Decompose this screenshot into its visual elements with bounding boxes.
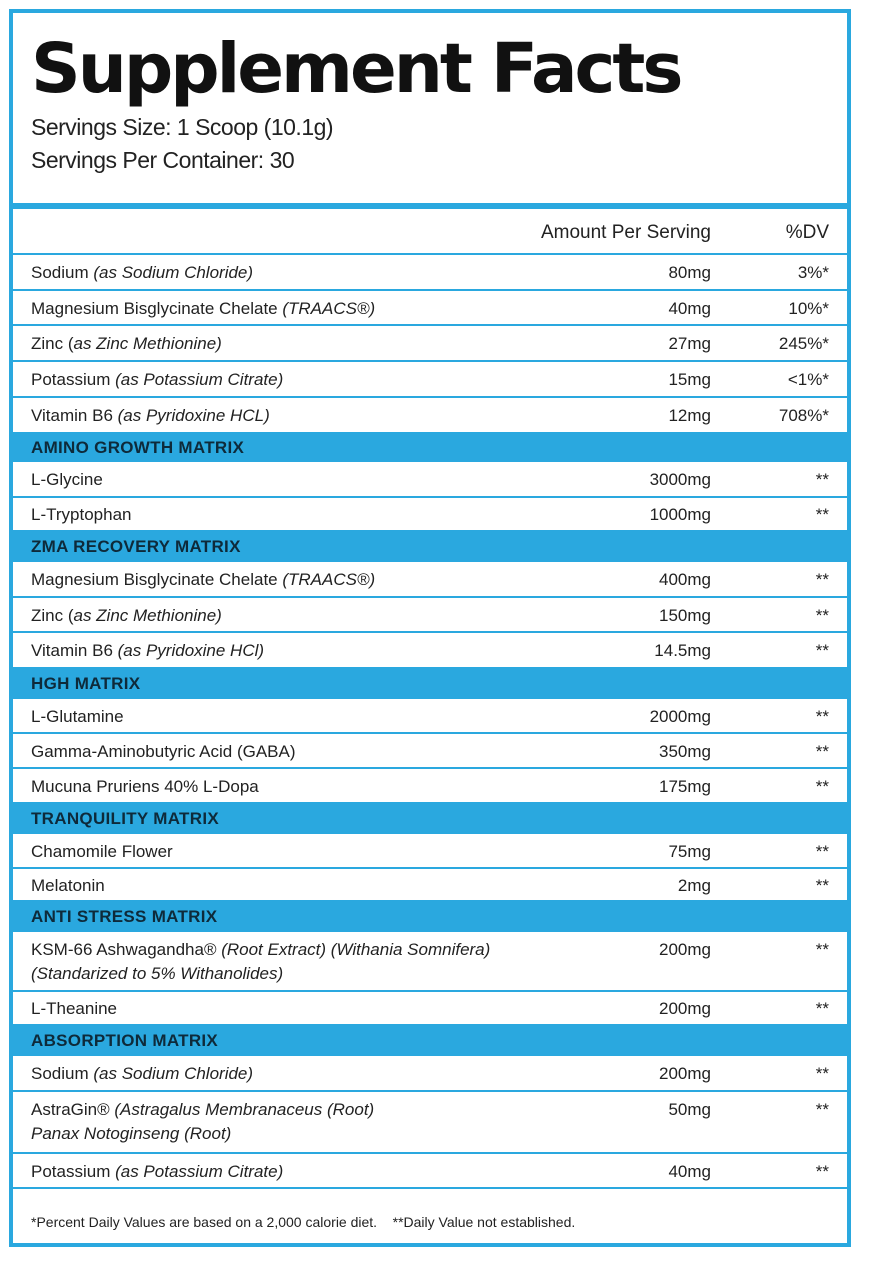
ingredient-label: L-Tryptophan xyxy=(31,505,132,524)
ingredient-name xyxy=(31,503,131,527)
ingredient-name xyxy=(31,1098,374,1146)
ingredient-label: L-Glycine xyxy=(31,470,103,489)
supplement-facts-panel xyxy=(9,9,851,1247)
daily-value: ** xyxy=(815,707,829,726)
ingredient-name xyxy=(31,404,270,428)
ingredient-label: Chamomile Flower xyxy=(31,842,173,861)
section-header xyxy=(13,902,847,932)
section-title: ZMA RECOVERY MATRIX xyxy=(31,537,241,556)
serving-size: Servings Size: 1 Scoop (10.1g) xyxy=(31,114,334,140)
section-header xyxy=(13,434,847,462)
ingredient-detail: (as Sodium Chloride) xyxy=(93,1064,254,1083)
ingredient-detail: (as Potassium Citrate) xyxy=(115,370,284,389)
ingredient-name xyxy=(31,468,103,492)
daily-value: ** xyxy=(815,1064,829,1083)
column-header-row xyxy=(13,209,847,255)
ingredient-name xyxy=(31,997,117,1021)
ingredient-label: Potassium xyxy=(31,1162,116,1181)
nutrient-row xyxy=(13,255,847,291)
amount-per-serving: 3000mg xyxy=(649,470,711,489)
daily-value: ** xyxy=(815,742,829,761)
ingredient-detail: (as Pyridoxine HCl) xyxy=(117,641,265,660)
ingredient-label: AstraGin® xyxy=(31,1100,115,1119)
nutrient-row xyxy=(13,362,847,398)
section-header xyxy=(13,804,847,834)
section-title: ANTI STRESS MATRIX xyxy=(31,907,218,926)
daily-value: ** xyxy=(815,470,829,489)
ingredient-name xyxy=(31,840,173,864)
daily-value: 10%* xyxy=(788,299,829,318)
daily-value: <1%* xyxy=(787,370,829,389)
ingredient-name xyxy=(31,261,253,285)
daily-value: ** xyxy=(815,505,829,524)
ingredient-label: Potassium xyxy=(31,370,116,389)
amount-per-serving: 150mg xyxy=(659,606,711,625)
section-header xyxy=(13,532,847,562)
ingredient-detail-line2: Panax Notoginseng (Root) xyxy=(31,1124,232,1143)
ingredient-detail: (TRAACS®) xyxy=(282,299,376,318)
amount-per-serving: 40mg xyxy=(668,299,711,318)
amount-per-serving: 200mg xyxy=(659,940,711,959)
ingredient-label: Magnesium Bisglycinate Chelate xyxy=(31,299,283,318)
amount-per-serving: 1000mg xyxy=(649,505,711,524)
section-title: AMINO GROWTH MATRIX xyxy=(31,438,245,457)
amount-per-serving: 400mg xyxy=(659,570,711,589)
nutrient-row xyxy=(13,1092,847,1154)
ingredient-label: Sodium xyxy=(31,263,94,282)
facts-table xyxy=(13,209,847,1189)
daily-value: 245%* xyxy=(778,334,829,353)
section-header xyxy=(13,1026,847,1056)
ingredient-label: Magnesium Bisglycinate Chelate xyxy=(31,570,283,589)
amount-per-serving: 40mg xyxy=(668,1162,711,1181)
nutrient-row xyxy=(13,1154,847,1189)
daily-value: ** xyxy=(815,1162,829,1181)
ingredient-name xyxy=(31,874,105,898)
daily-value: ** xyxy=(815,876,829,895)
section-header xyxy=(13,669,847,699)
ingredient-detail: (TRAACS®) xyxy=(282,570,376,589)
ingredient-name xyxy=(31,775,259,799)
nutrient-row xyxy=(13,598,847,633)
ingredient-label: Sodium xyxy=(31,1064,94,1083)
ingredient-name xyxy=(31,1062,253,1086)
nutrient-row xyxy=(13,291,847,326)
page-title: Supplement Facts xyxy=(31,29,681,109)
ingredient-name xyxy=(31,297,375,321)
daily-value: 3%* xyxy=(797,263,829,282)
ingredient-label: L-Theanine xyxy=(31,999,118,1018)
daily-value: ** xyxy=(815,940,829,959)
ingredient-name xyxy=(31,568,375,592)
ingredient-detail: (as Potassium Citrate) xyxy=(115,1162,284,1181)
daily-value: ** xyxy=(815,777,829,796)
section-title: ABSORPTION MATRIX xyxy=(31,1031,219,1050)
ingredient-detail: (Root Extract) (Withania Somnifera) xyxy=(221,940,491,959)
amount-per-serving: 200mg xyxy=(659,999,711,1018)
nutrient-row xyxy=(13,1056,847,1092)
ingredient-name xyxy=(31,1160,283,1184)
amount-per-serving: 14.5mg xyxy=(654,641,711,660)
daily-value: ** xyxy=(815,570,829,589)
ingredient-label: Vitamin B6 xyxy=(31,406,118,425)
ingredient-label: L-Glutamine xyxy=(31,707,124,726)
daily-value: ** xyxy=(815,999,829,1018)
amount-per-serving: 12mg xyxy=(668,406,711,425)
amount-per-serving: 27mg xyxy=(668,334,711,353)
ingredient-detail: (Astragalus Membranaceus (Root) xyxy=(114,1100,375,1119)
ingredient-detail-line2: (Standarized to 5% Withanolides) xyxy=(31,964,284,983)
ingredient-label: Melatonin xyxy=(31,876,105,895)
ingredient-name xyxy=(31,604,222,628)
daily-value: ** xyxy=(815,842,829,861)
nutrient-row xyxy=(13,869,847,902)
ingredient-label: Mucuna Pruriens 40% L-Dopa xyxy=(31,777,259,796)
nutrient-row xyxy=(13,834,847,869)
nutrient-row xyxy=(13,398,847,434)
amount-per-serving: 15mg xyxy=(668,370,711,389)
section-title: TRANQUILITY MATRIX xyxy=(31,809,219,828)
ingredient-detail: (as Pyridoxine HCL) xyxy=(117,406,270,425)
ingredient-name xyxy=(31,368,283,392)
ingredient-name xyxy=(31,332,222,356)
section-title: HGH MATRIX xyxy=(31,674,141,693)
footnote: *Percent Daily Values are based on a 2,000 calorie diet. **Daily Value not established. xyxy=(31,1214,576,1230)
nutrient-row xyxy=(13,699,847,734)
ingredient-label: Gamma-Aminobutyric Acid (GABA) xyxy=(31,742,296,761)
amount-per-serving: 50mg xyxy=(668,1100,711,1119)
ingredient-name xyxy=(31,705,124,729)
ingredient-detail: (as Sodium Chloride) xyxy=(93,263,254,282)
amount-per-serving: 80mg xyxy=(668,263,711,282)
amount-per-serving: 2mg xyxy=(677,876,711,895)
ingredient-label: KSM-66 Ashwagandha® xyxy=(31,940,222,959)
nutrient-row xyxy=(13,633,847,669)
amount-per-serving: 350mg xyxy=(659,742,711,761)
nutrient-row xyxy=(13,992,847,1026)
header-block xyxy=(13,13,847,209)
amount-per-serving: 200mg xyxy=(659,1064,711,1083)
dv-column-header: %DV xyxy=(785,222,829,243)
nutrient-row xyxy=(13,932,847,992)
nutrient-row xyxy=(13,769,847,804)
ingredient-label: Zinc ( xyxy=(31,334,74,353)
ingredient-name xyxy=(31,639,264,663)
amount-per-serving: 2000mg xyxy=(649,707,711,726)
ingredient-detail: as Zinc Methionine) xyxy=(73,606,222,625)
daily-value: 708%* xyxy=(778,406,829,425)
ingredient-detail: as Zinc Methionine) xyxy=(73,334,222,353)
ingredient-name xyxy=(31,938,490,986)
ingredient-name xyxy=(31,740,296,764)
amount-column-header: Amount Per Serving xyxy=(540,222,711,243)
nutrient-row xyxy=(13,462,847,498)
ingredient-label: Zinc ( xyxy=(31,606,74,625)
nutrient-row xyxy=(13,326,847,362)
daily-value: ** xyxy=(815,606,829,625)
daily-value: ** xyxy=(815,641,829,660)
daily-value: ** xyxy=(815,1100,829,1119)
ingredient-label: Vitamin B6 xyxy=(31,641,118,660)
servings-per-container: Servings Per Container: 30 xyxy=(31,147,295,173)
nutrient-row xyxy=(13,734,847,769)
nutrient-row xyxy=(13,498,847,532)
amount-per-serving: 175mg xyxy=(659,777,711,796)
nutrient-row xyxy=(13,562,847,598)
amount-per-serving: 75mg xyxy=(668,842,711,861)
